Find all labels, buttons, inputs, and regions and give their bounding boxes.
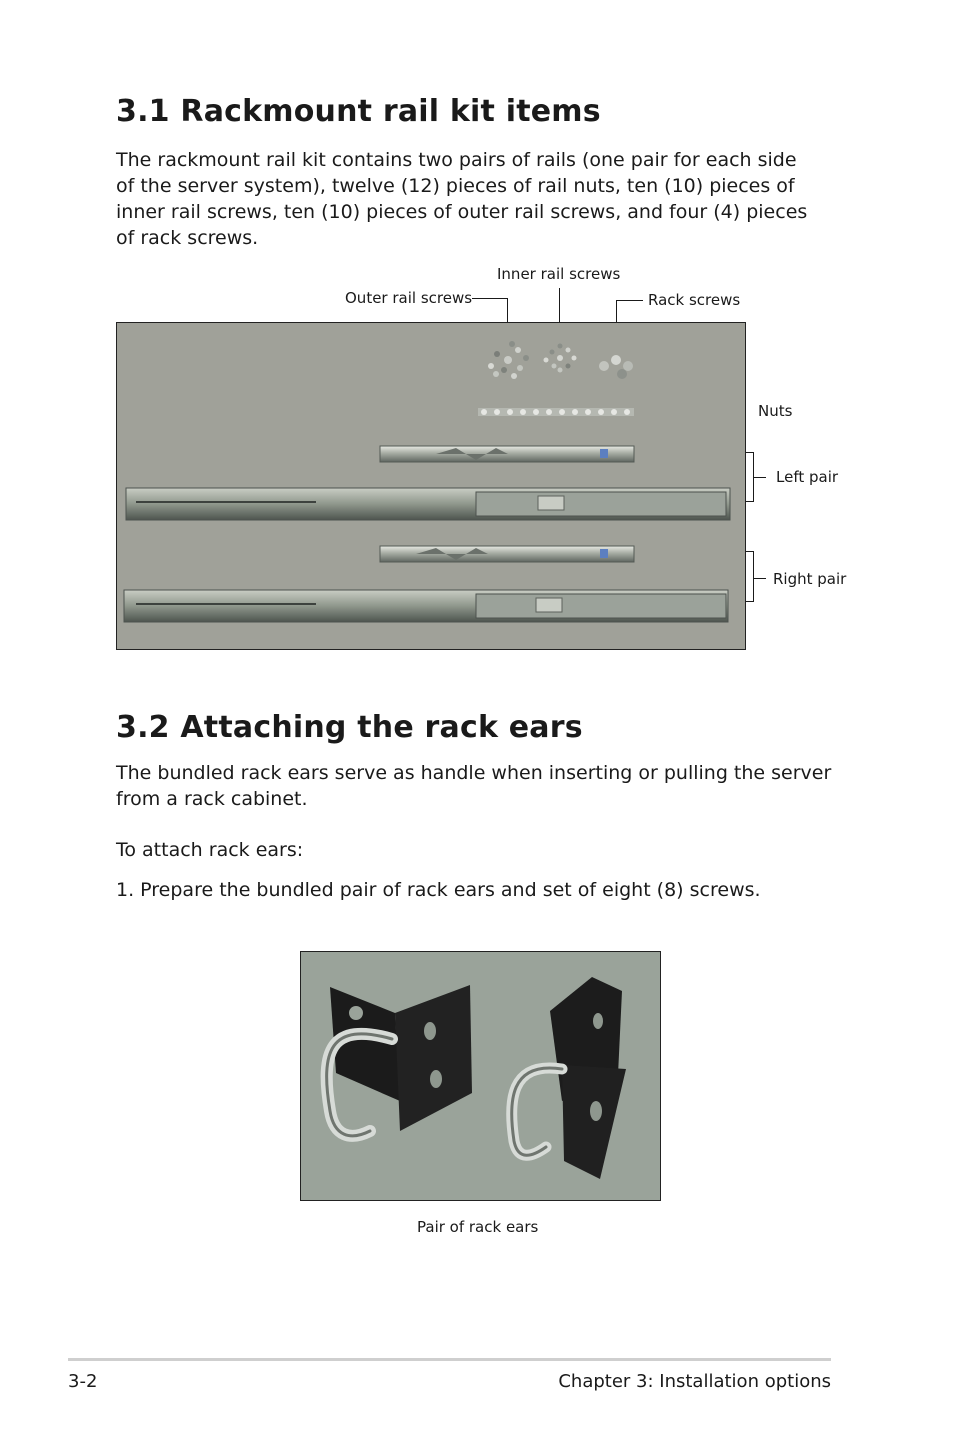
rail-nuts-icon bbox=[478, 408, 634, 416]
rail-kit-paragraph bbox=[116, 147, 807, 251]
right-inner-rail bbox=[380, 546, 634, 562]
bracket-left-pair-tick bbox=[754, 477, 766, 478]
rack-ears-caption: Pair of rack ears bbox=[417, 1218, 539, 1236]
rack-ears-line-2: from a rack cabinet. bbox=[116, 788, 308, 810]
footer-rule bbox=[68, 1358, 831, 1361]
bracket-right-pair-tick bbox=[754, 578, 766, 579]
rail-kit-photo bbox=[116, 322, 746, 650]
rail-kit-line-1: The rackmount rail kit contains two pairs of rails (one pair for each side bbox=[116, 149, 797, 171]
rack-ears-photo bbox=[300, 951, 661, 1201]
chapter-title: Chapter 3: Installation options bbox=[558, 1371, 831, 1392]
label-left-pair: Left pair bbox=[776, 468, 839, 486]
label-nuts: Nuts bbox=[758, 402, 793, 420]
right-outer-rail bbox=[124, 590, 728, 622]
rail-kit-line-2: of the server system), twelve (12) pieces of rail nuts, ten (10) pieces of bbox=[116, 175, 795, 197]
left-outer-rail bbox=[126, 488, 730, 520]
label-rack-screws: Rack screws bbox=[648, 291, 741, 309]
label-right-pair: Right pair bbox=[773, 570, 847, 588]
step-1: 1. Prepare the bundled pair of rack ears and set of eight (8) screws. bbox=[116, 879, 761, 901]
page-number: 3-2 bbox=[68, 1371, 98, 1392]
rail-kit-line-4: of rack screws. bbox=[116, 227, 259, 249]
section-heading-rack-ears: 3.2 Attaching the rack ears bbox=[116, 710, 583, 745]
section-heading-rail-kit: 3.1 Rackmount rail kit items bbox=[116, 94, 601, 129]
attach-intro: To attach rack ears: bbox=[116, 839, 304, 861]
rail-kit-line-3: inner rail screws, ten (10) pieces of outer rail screws, and four (4) pieces bbox=[116, 201, 808, 223]
rack-ears-paragraph bbox=[116, 760, 831, 812]
rack-ears-line-1: The bundled rack ears serve as handle when inserting or pulling the server bbox=[116, 762, 832, 784]
left-inner-rail bbox=[380, 446, 634, 462]
bracket-right-pair bbox=[753, 551, 754, 602]
label-inner-rail-screws: Inner rail screws bbox=[497, 265, 621, 283]
label-outer-rail-screws: Outer rail screws bbox=[345, 289, 473, 307]
callout-line-rack-h bbox=[616, 300, 643, 301]
callout-line-outer-h bbox=[472, 298, 508, 299]
